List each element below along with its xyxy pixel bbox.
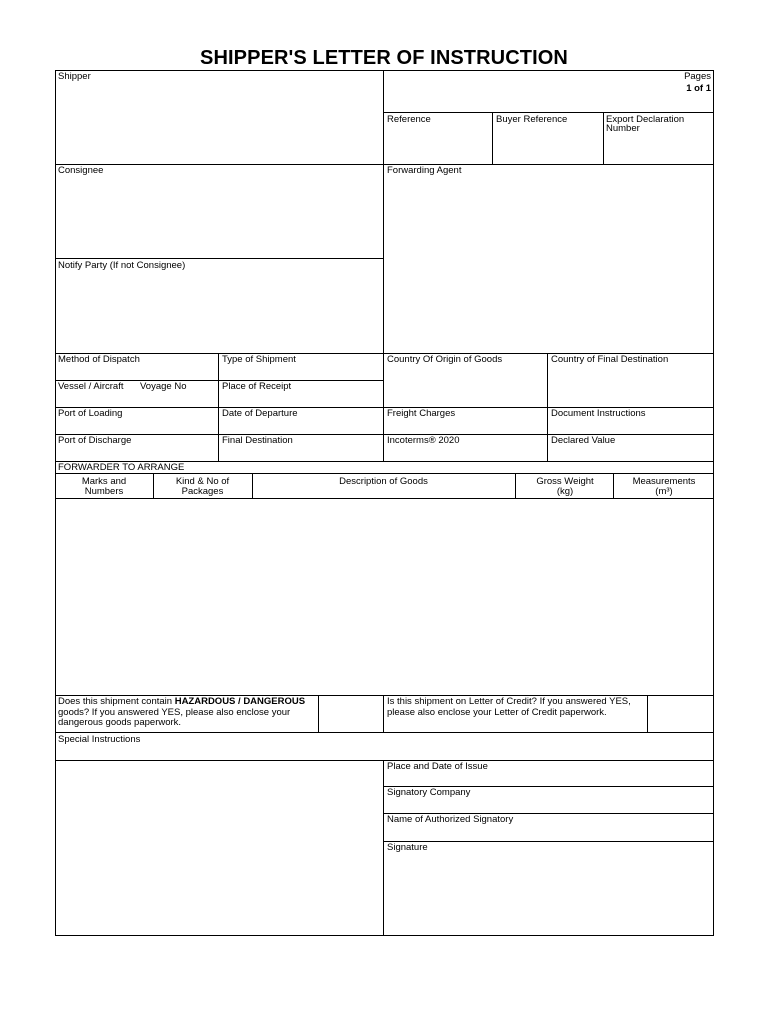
divider (647, 695, 648, 732)
method-of-dispatch-label: Method of Dispatch (58, 354, 140, 365)
type-of-shipment-label: Type of Shipment (222, 354, 296, 365)
pages-value: 1 of 1 (686, 83, 711, 94)
column-header-gross-weight: Gross Weight (kg) (536, 476, 594, 497)
country-of-origin-label: Country Of Origin of Goods (387, 354, 503, 365)
special-instructions-label: Special Instructions (58, 734, 141, 745)
divider (613, 473, 614, 498)
divider (153, 473, 154, 498)
place-date-issue-label: Place and Date of Issue (387, 761, 488, 772)
divider (55, 732, 714, 733)
divider (55, 760, 714, 761)
port-of-loading-label: Port of Loading (58, 408, 123, 419)
hazardous-question-text: Does this shipment contain (58, 696, 175, 707)
date-of-departure-label: Date of Departure (222, 408, 298, 419)
declared-value-label: Declared Value (551, 435, 616, 446)
voyage-no-label: Voyage No (140, 381, 187, 392)
divider (55, 498, 714, 499)
divider (383, 695, 384, 732)
divider (515, 473, 516, 498)
divider (55, 258, 383, 259)
forwarding-agent-label: Forwarding Agent (387, 165, 462, 176)
place-of-receipt-label: Place of Receipt (222, 381, 292, 392)
notify-party-label: Notify Party (If not Consignee) (58, 260, 186, 271)
incoterms-label: Incoterms® 2020 (387, 435, 460, 446)
forwarder-to-arrange-label: FORWARDER TO ARRANGE (58, 462, 185, 473)
divider (318, 695, 319, 732)
reference-label: Reference (387, 114, 431, 125)
country-final-destination-label: Country of Final Destination (551, 354, 669, 365)
shipper-label: Shipper (58, 71, 91, 82)
form-frame (55, 70, 714, 936)
divider (383, 353, 384, 461)
hazardous-question-tail: goods? If you answered YES, please also enclose your dangerous goods paperwork. (58, 706, 291, 728)
export-declaration-label: Export Declaration Number (606, 114, 685, 134)
final-destination-label: Final Destination (222, 435, 293, 446)
pages-label: Pages (684, 71, 711, 82)
divider (492, 112, 493, 164)
signatory-company-label: Signatory Company (387, 787, 471, 798)
signature-label: Signature (387, 842, 428, 853)
authorized-signatory-label: Name of Authorized Signatory (387, 814, 514, 825)
vessel-aircraft-label: Vessel / Aircraft (58, 381, 124, 392)
column-header-marks: Marks and Numbers (81, 476, 127, 497)
divider (383, 112, 714, 113)
port-of-discharge-label: Port of Discharge (58, 435, 132, 446)
divider (55, 164, 714, 165)
column-header-kind: Kind & No of Packages (175, 476, 230, 497)
divider (55, 434, 714, 435)
divider (383, 841, 714, 842)
divider (603, 112, 604, 164)
document-instructions-label: Document Instructions (551, 408, 646, 419)
buyer-reference-label: Buyer Reference (496, 114, 568, 125)
form-title: SHIPPER'S LETTER OF INSTRUCTION (200, 47, 568, 69)
column-header-measurements: Measurements (m³) (632, 476, 696, 497)
letter-of-credit-question: Is this shipment on Letter of Credit? If you answered YES, please also enclose your Letter of Credit paperwork. (387, 696, 631, 718)
consignee-label: Consignee (58, 165, 104, 176)
hazardous-question (58, 697, 314, 729)
column-header-description: Description of Goods (339, 476, 428, 487)
hazardous-question-emphasis: HAZARDOUS / DANGEROUS (174, 696, 306, 707)
freight-charges-label: Freight Charges (387, 408, 456, 419)
divider (547, 353, 548, 461)
divider (218, 353, 219, 461)
